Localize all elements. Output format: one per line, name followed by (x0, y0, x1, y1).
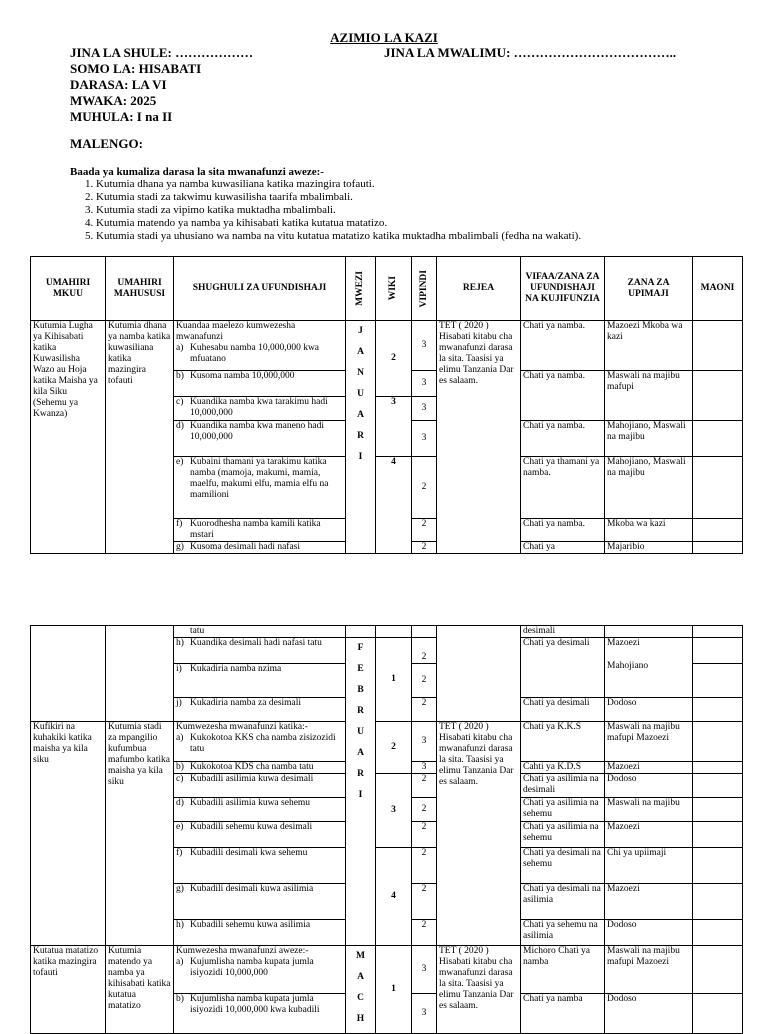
competence-main: Kutatua matatizo katika mazingira tofauti (31, 946, 106, 1034)
document-title: AZIMIO LA KAZI (330, 30, 438, 45)
activity-cell: d) Kuandika namba kwa maneno hadi 10,000,000 (174, 421, 346, 457)
materials-cell: Cahti ya K.D.S (521, 762, 605, 774)
remarks-cell (693, 722, 743, 762)
periods-cell: 3 (412, 946, 437, 994)
assessment-cell: Dodoso (605, 994, 693, 1034)
materials-cell: Chati ya sehemu na asilimia (521, 920, 605, 946)
table-header-row (31, 257, 743, 321)
remarks-cell (693, 762, 743, 774)
assessment-cell: Dodoso (605, 774, 693, 798)
materials-cell: Chati ya namba. (521, 421, 605, 457)
activity-cell: e) Kubadili sehemu kuwa desimali (174, 822, 346, 848)
materials-cell: Chati ya asilimia na sehemu (521, 798, 605, 822)
week-cell: 1 (376, 638, 412, 722)
materials-cell: Chati ya desimali na sehemu (521, 848, 605, 884)
month-cell: F E B R U A R I (346, 638, 376, 946)
remarks-cell (693, 946, 743, 994)
periods-cell: 2 (412, 457, 437, 519)
week-cell: 2 (376, 321, 412, 397)
periods-cell: 2 (412, 698, 437, 722)
materials-cell: desimali (521, 626, 605, 638)
remarks-cell (693, 519, 743, 542)
remarks-cell (693, 626, 743, 638)
remarks-cell (693, 884, 743, 920)
assessment-cell: Mazoezi (605, 762, 693, 774)
school-name-field: JINA LA SHULE: ……………… (70, 45, 254, 60)
term-line: MUHULA: I na II (70, 109, 173, 124)
remarks-cell (693, 542, 743, 554)
activity-cell: b) Kusoma namba 10,000,000 (174, 371, 346, 397)
periods-cell: 3 (412, 762, 437, 774)
periods-cell: 2 (412, 664, 437, 698)
activity-cell: Kumwezesha mwanafunzi aweze:- a) Kujumlisha namba kupata jumla isiyozidi 10,000,000 (174, 946, 346, 994)
activity-cell: j) Kukadiria namba za desimali (174, 698, 346, 722)
goals-heading: MALENGO: (70, 136, 143, 151)
col-header: REJEA (437, 257, 521, 321)
activity-cell: h) Kuandika desimali hadi nafasi tatu (174, 638, 346, 664)
materials-cell: Chati ya K.K.S (521, 722, 605, 762)
materials-cell: Michoro Chati ya namba (521, 946, 605, 994)
remarks-cell (693, 994, 743, 1034)
reference-cell: TET ( 2020 ) Hisabati kitabu cha mwanafunzi darasa la sita. Taasisi ya elimu Tanzania Dar es salaam. (437, 946, 521, 1034)
reference-cell: TET ( 2020 ) Hisabati kitabu cha mwanafunzi darasa la sita. Taasisi ya elimu Tanzania Dar es salaam. (437, 722, 521, 946)
remarks-cell (693, 638, 743, 664)
materials-cell: Chati ya namba. (521, 321, 605, 371)
scheme-table-2 (30, 625, 743, 1034)
activity-cell: g) Kusoma desimali hadi nafasi (174, 542, 346, 554)
periods-cell: 3 (412, 421, 437, 457)
week-cell: 2 (376, 722, 412, 774)
week-cell: 3 (376, 774, 412, 848)
competence-main: Kutumia Lugha ya Kihisabati katika Kuwasilisha Wazo au Hoja katika Maisha ya kila Siku (Sehemu ya Kwanza) (31, 321, 106, 554)
materials-cell: Chati ya namba (521, 994, 605, 1034)
assessment-cell: Mazoezi (605, 822, 693, 848)
competence-specific: Kutumia stadi za mpangilio kufumbua mafumbo katika maisha ya kila siku (106, 722, 174, 946)
periods-cell: 2 (412, 638, 437, 664)
week-cell (376, 626, 412, 638)
activity-cell: tatu (174, 626, 346, 638)
assessment-cell: Maswali na majibu mafupi Mazoezi (605, 722, 693, 762)
remarks-cell (693, 457, 743, 519)
assessment-cell (605, 626, 693, 638)
objective-item: 5. Kutumia stadi ya uhusiano wa namba na vitu kutatua matatizo katika muktadha mbalimbali (fedha na wakati). (96, 230, 768, 243)
competence-specific: Kutumia matendo ya namba ya kihisabati katika kutatua matatizo (106, 946, 174, 1034)
periods-cell: 2 (412, 519, 437, 542)
col-header: MAONI (693, 257, 743, 321)
remarks-cell (693, 698, 743, 722)
class-line: DARASA: LA VI (70, 77, 167, 92)
remarks-cell (693, 920, 743, 946)
remarks-cell (693, 848, 743, 884)
remarks-cell (693, 321, 743, 371)
assessment-cell: Chi ya upiimaji (605, 848, 693, 884)
periods-cell: 2 (412, 774, 437, 798)
assessment-cell: Maswali na majibu mafupi (605, 371, 693, 421)
reference-cell (437, 626, 521, 722)
objective-item: 4. Kutumia matendo ya namba ya kihisabati katika kutatua matatizo. (96, 217, 768, 230)
objective-item: 2. Kutumia stadi za takwimu kuwasilisha taarifa mbalimbali. (96, 191, 768, 204)
month-cell (346, 626, 376, 638)
materials-cell: Chati ya thamani ya namba. (521, 457, 605, 519)
assessment-cell: Mazoezi (605, 884, 693, 920)
reference-cell: TET ( 2020 ) Hisabati kitabu cha mwanafunzi darasa la sita. Taasisi ya elimu Tanzania Dar es salaam. (437, 321, 521, 554)
materials-cell: Chati ya (521, 542, 605, 554)
remarks-cell (693, 798, 743, 822)
scheme-table-1 (30, 256, 743, 554)
activity-cell: f) Kubadili desimali kwa sehemu (174, 848, 346, 884)
col-header: WIKI (376, 257, 412, 321)
remarks-cell (693, 421, 743, 457)
periods-cell: 2 (412, 884, 437, 920)
objectives-list (70, 178, 768, 243)
activity-cell: e) Kubaini thamani ya tarakimu katika namba (mamoja, makumi, mamia, maelfu, makumi elfu, mamia elfu na mamilioni (174, 457, 346, 519)
activity-cell: b) Kukokotoa KDS cha namba tatu (174, 762, 346, 774)
activity-cell: f) Kuorodhesha namba kamili katika mstari (174, 519, 346, 542)
assessment-cell: Maswali na majibu mafupi Mazoezi (605, 946, 693, 994)
materials-cell: Chati ya asilimia na sehemu (521, 822, 605, 848)
col-header: UMAHIRI MKUU (31, 257, 106, 321)
month-cell: M A C H (346, 946, 376, 1034)
table-row (31, 321, 743, 371)
objective-item: 1. Kutumia dhana ya namba kuwasiliana katika mazingira tofauti. (96, 178, 768, 191)
objective-item: 3. Kutumia stadi za vipimo katika muktadha mbalimbali. (96, 204, 768, 217)
assessment-cell: Mahojiano, Maswali na majibu (605, 457, 693, 519)
col-header: SHUGHULI ZA UFUNDISHAJI (174, 257, 346, 321)
col-header: UMAHIRI MAHUSUSI (106, 257, 174, 321)
activity-cell: i) Kukadiria namba nzima (174, 664, 346, 698)
competence-main (31, 626, 106, 722)
competence-main: Kufikiri na kuhakiki katika maisha ya kila siku (31, 722, 106, 946)
week-cell: 1 (376, 946, 412, 1034)
year-line: MWAKA: 2025 (70, 93, 157, 108)
table-row (31, 722, 743, 762)
activity-cell: b) Kujumlisha namba kupata jumla isiyozidi 10,000,000 kwa kubadili (174, 994, 346, 1034)
periods-cell: 2 (412, 798, 437, 822)
assessment-cell: Mazoezi Mkoba wa kazi (605, 321, 693, 371)
periods-cell (412, 626, 437, 638)
assessment-cell: Mkoba wa kazi (605, 519, 693, 542)
assessment-cell: Mazoezi Mahojiano (605, 638, 693, 698)
teacher-name-field: JINA LA MWALIMU: ……………………………….. (384, 45, 677, 60)
remarks-cell (693, 774, 743, 798)
periods-cell: 3 (412, 397, 437, 421)
materials-cell: Chati ya desimali na asilimia (521, 884, 605, 920)
competence-specific: Kutumia dhana ya namba katika kuwasiliana katika mazingira tofauti (106, 321, 174, 554)
remarks-cell (693, 822, 743, 848)
activity-cell: d) Kubadili asilimia kuwa sehemu (174, 798, 346, 822)
table-row (31, 946, 743, 994)
col-header: VIPINDI (412, 257, 437, 321)
week-cell: 4 (376, 848, 412, 946)
periods-cell: 2 (412, 920, 437, 946)
materials-cell: Chati ya desimali (521, 638, 605, 698)
assessment-cell: Dodoso (605, 698, 693, 722)
table-row (31, 626, 743, 638)
periods-cell: 2 (412, 542, 437, 554)
week-cell: 3 (376, 397, 412, 457)
periods-cell: 3 (412, 722, 437, 762)
periods-cell: 3 (412, 994, 437, 1034)
activity-cell: g) Kubadili desimali kuwa asilimia (174, 884, 346, 920)
objectives-intro: Baada ya kumaliza darasa la sita mwanafunzi aweze:- (70, 166, 324, 178)
subject-line: SOMO LA: HISABATI (70, 61, 202, 76)
col-header: VIFAA/ZANA ZA UFUNDISHAJI NA KUJIFUNZIA (521, 257, 605, 321)
assessment-cell: Mahojiano, Maswali na majibu (605, 421, 693, 457)
assessment-cell: Majaribio (605, 542, 693, 554)
col-header: ZANA ZA UPIMAJI (605, 257, 693, 321)
activity-cell: h) Kubadili sehemu kuwa asilimia (174, 920, 346, 946)
materials-cell: Chati ya namba. (521, 371, 605, 421)
assessment-cell: Dodoso (605, 920, 693, 946)
remarks-cell (693, 664, 743, 698)
activity-cell: c) Kuandika namba kwa tarakimu hadi 10,000,000 (174, 397, 346, 421)
month-cell: J A N U A R I (346, 321, 376, 554)
activity-cell: Kumwezesha mwanafunzi katika:- a) Kukokotoa KKS cha namba zisizozidi tatu (174, 722, 346, 762)
periods-cell: 3 (412, 371, 437, 397)
col-header: MWEZI (346, 257, 376, 321)
materials-cell: Chati ya desimali (521, 698, 605, 722)
materials-cell: Chati ya namba. (521, 519, 605, 542)
remarks-cell (693, 371, 743, 421)
week-cell: 4 (376, 457, 412, 554)
materials-cell: Chati ya asilimia na desimali (521, 774, 605, 798)
assessment-cell: Maswali na majibu (605, 798, 693, 822)
competence-specific (106, 626, 174, 722)
periods-cell: 2 (412, 822, 437, 848)
periods-cell: 2 (412, 848, 437, 884)
activity-cell: Kuandaa maelezo kumwezesha mwanafunzi a) Kuhesabu namba 10,000,000 kwa mfuatano (174, 321, 346, 371)
activity-cell: c) Kubadili asilimia kuwa desimali (174, 774, 346, 798)
periods-cell: 3 (412, 321, 437, 371)
